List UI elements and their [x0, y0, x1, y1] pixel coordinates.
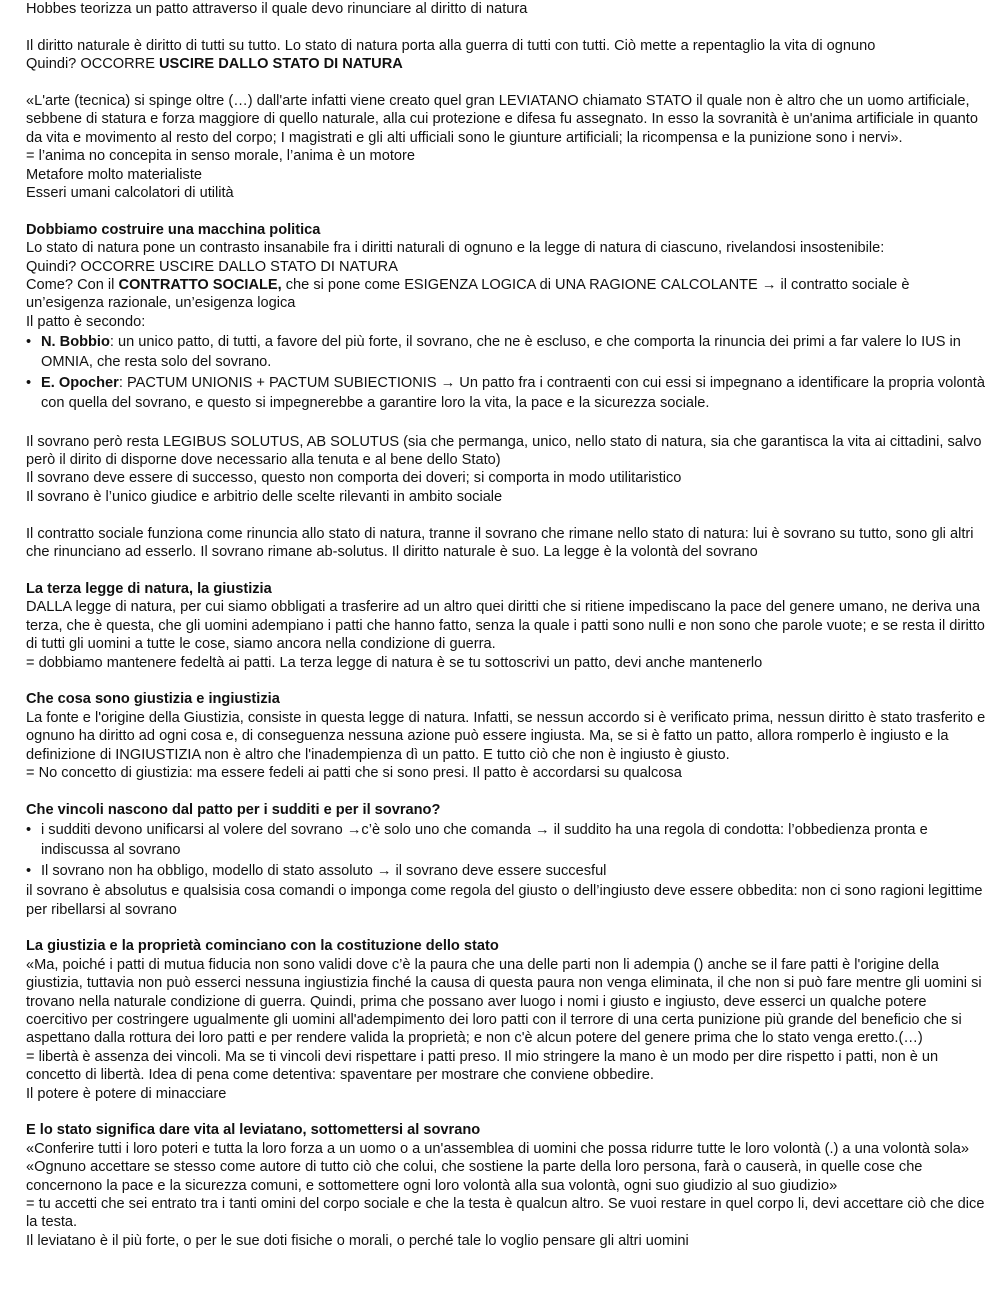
paragraph: Il potere è potere di minacciare	[26, 1085, 227, 1102]
bullet-author: E. Opocher	[41, 375, 119, 392]
paragraph: DALLA legge di natura, per cui siamo obbligati a trasferire ad un altro quei diritti che si ritiene impediscano la pace del genere umano, ne deriva una terza, che è questa, che gli uomini adempiano i patti che hanno fatto, senza la quale i patti sono nulli e non sono che parole vuote; e se resta il diritto di tutti gli uomini a tutte le cose, siamo ancora nella condizione di guerra.	[26, 599, 985, 653]
spacer	[26, 561, 986, 579]
intro-paragraph: Il diritto naturale è diritto di tutti su tutto. Lo stato di natura porta alla guerra di tutti con tutti. Ciò mette a repentaglio la vita di ognuno	[26, 37, 876, 54]
paragraph: Il sovrano però resta LEGIBUS SOLUTUS, AB SOLUTUS (sia che permanga, unico, nello stato di natura, sia che garantisca la vita ai cittadini, salvo però il dirito di disporne dove necessario alla tenuta e al bene dello Stato)	[26, 433, 982, 469]
bullet-text: : PACTUM UNIONIS + PACTUM SUBIECTIONIS → Un patto fra i contraenti con cui essi si impegnano a identificare la propria volontà con quella del sovrano, e questo si impegnerebbe a garantire loro la vita, la pace e la sicurezza sociale.	[41, 375, 985, 412]
paragraph: Il leviatano è il più forte, o per le sue doti fisiche o morali, o perché tale lo voglio pensare gli altri uomini	[26, 1232, 689, 1249]
bullet-item	[26, 820, 986, 860]
leviatano-note: Metafore molto materialiste	[26, 166, 203, 183]
quote-paragraph: «Conferire tutti i loro poteri e tutta la loro forza a un uomo o a un'assemblea di uomini che possa ridurre tutte le loro volontà (.) a una volontà sola» «Ognuno accettare se stesso come autore di tutto ciò che colui, che sostiene la parte della loro persona, farà o causerà, in quelle cose che concernono la pace e la sicurezza comuni, e sottomettere ogni loro volontà alla sua volontà, ogni suo giudizio al suo giudizio»	[26, 1140, 969, 1194]
intro-conclusion	[26, 55, 986, 73]
bullet-icon: •	[26, 334, 32, 351]
spacer	[26, 74, 986, 92]
spacer	[26, 1103, 986, 1121]
spacer	[26, 414, 986, 432]
section-heading: Che vincoli nascono dal patto per i sudditi e per il sovrano?	[26, 801, 441, 818]
paragraph: = dobbiamo mantenere fedeltà ai patti. La terza legge di natura è se tu sottoscrivi un patto, devi anche mantenerlo	[26, 654, 763, 671]
bullet-item	[26, 861, 986, 881]
paragraph: = libertà è assenza dei vincoli. Ma se ti vincoli devi rispettare i patti preso. Il mio stringere la mano è un modo per dire rispetto i patti, non è un concetto di libertà. Idea di pena come detentiva: spaventare per mostrare che conviene obbedire.	[26, 1048, 939, 1084]
leviatano-note: = l’anima no concepita in senso morale, l’anima è un motore	[26, 148, 415, 165]
bullet-item	[26, 332, 986, 372]
spacer	[26, 782, 986, 800]
bullet-text: i sudditi devono unificarsi al volere del sovrano →c’è solo uno che comanda → il suddito ha una regola di condotta: l’obbedienza pronta e indiscussa al sovrano	[41, 822, 928, 859]
paragraph: = tu accetti che sei entrato tra i tanti omini del corpo sociale e che la testa è qualcun altro. Se vuoi restare in quel corpo li, devi accettare ciò che dice la testa.	[26, 1196, 985, 1231]
section-heading: La terza legge di natura, la giustizia	[26, 580, 272, 597]
intro-conclusion-bold: USCIRE DALLO STATO DI NATURA	[159, 56, 403, 73]
section-heading: E lo stato significa dare vita al leviatano, sottomettersi al sovrano	[26, 1122, 481, 1139]
bullet-author: N. Bobbio	[41, 334, 110, 351]
spacer	[26, 202, 986, 220]
spacer	[26, 506, 986, 524]
paragraph: Quindi? OCCORRE USCIRE DALLO STATO DI NATURA	[26, 258, 398, 275]
paragraph: La fonte e l'origine della Giustizia, consiste in questa legge di natura. Infatti, se nessun accordo si è verificato prima, nessun diritto è stato trasferito e ognuno ha diritto ad ogni cosa e, di conseguenza nessuna azione può essere ingiusta. Ma, se si è fatto un patto, allora romperlo è ingiusto e la definizione di INGIUSTIZIA non è altro che l'inadempienza dì un patto. E tutto ciò che non è ingiusto è giusto.	[26, 709, 986, 763]
quote-paragraph: «Ma, poiché i patti di mutua fiducia non sono validi dove c’è la paura che una delle parti non li adempia () anche se il fare patti è l'origine della giustizia, tuttavia non può esserci nessuna ingiustizia finché la causa di questa paura non venga eliminata, il che non si può fare mentre gli uomini si trovano nella naturale condizione di guerra. Quindi, prima che possano aver luogo i nomi i giusto e ingiusto, deve esserci un qualche potere coercitivo per costringere ugualmente gli uomini all'adempimento dei loro patti con il terrore di una certa punizione più grande del beneficio che si aspettano dalla rottura dei loro patti e per rendere valida la proprietà; e non c'è alcun potere del genere prima che lo stato venga eretto.(…)	[26, 956, 982, 1047]
paragraph-text: Come? Con il	[26, 277, 119, 294]
leviatano-note: Esseri umani calcolatori di utilità	[26, 185, 234, 202]
spacer	[26, 919, 986, 937]
paragraph: il sovrano è absolutus e qualsisia cosa comandi o imponga come regola del giusto o dell’ingiusto deve essere obbedita: non ci sono ragioni legittime per ribellarsi al sovrano	[26, 883, 983, 918]
intro-conclusion-text: Quindi? OCCORRE	[26, 56, 160, 73]
paragraph: = No concetto di giustizia: ma essere fedeli ai patti che si sono presi. Il patto è accordarsi su qualcosa	[26, 764, 682, 781]
section-heading: La giustizia e la proprietà cominciano con la costituzione dello stato	[26, 938, 499, 955]
bullet-icon: •	[26, 375, 32, 392]
section-heading: Dobbiamo costruire una macchina politica	[26, 221, 321, 238]
paragraph	[26, 276, 986, 313]
spacer	[26, 18, 986, 36]
bullet-icon: •	[26, 822, 32, 839]
paragraph: Il patto è secondo:	[26, 313, 146, 330]
section-heading: Che cosa sono giustizia e ingiustizia	[26, 691, 280, 708]
bullet-text: Il sovrano non ha obbligo, modello di stato assoluto → il sovrano deve essere succesful	[41, 863, 607, 880]
intro-line: Hobbes teorizza un patto attraverso il quale devo rinunciare al diritto di natura	[26, 1, 528, 17]
spacer	[26, 672, 986, 690]
bullet-item	[26, 373, 986, 413]
bullet-text: : un unico patto, di tutti, a favore del più forte, il sovrano, che ne è escluso, e che comporta la rinuncia dei primi a far valere lo IUS in OMNIA, che resta solo del sovrano.	[41, 334, 961, 371]
paragraph: Lo stato di natura pone un contrasto insanabile fra i diritti naturali di ognuno e la legge di natura di ciascuno, rivelandosi insostenibile:	[26, 240, 885, 257]
paragraph: Il contratto sociale funziona come rinuncia allo stato di natura, tranne il sovrano che rimane nello stato di natura: lui è sovrano su tutto, sono gli altri che rinunciano ad esserlo. Il sovrano rimane ab-solutus. Il diritto naturale è suo. La legge è la volontà del sovrano	[26, 525, 974, 561]
paragraph-text: che si pone come ESIGENZA LOGICA di UNA RAGIONE CALCOLANTE → il contratto sociale è un’esigenza razionale, un’esigenza logica	[26, 277, 910, 312]
paragraph: Il sovrano è l’unico giudice e arbitrio delle scelte rilevanti in ambito sociale	[26, 488, 503, 505]
leviatano-quote: «L'arte (tecnica) si spinge oltre (…) dall'arte infatti viene creato quel gran LEVIATANO chiamato STATO il quale non è altro che un uomo artificiale, sebbene di statura e forza maggiore di quello naturale, alla cui protezione e difesa fu assegnato. In esso la sovranità è un'anima artificiale in quanto da vita e movimento al resto del corpo; I magistrati e gli alti ufficiali sono le giunture artificiali; la ricompensa e la punizione sono i nervi».	[26, 93, 978, 146]
contratto-sociale-bold: CONTRATTO SOCIALE,	[118, 277, 282, 294]
bullet-icon: •	[26, 863, 32, 880]
paragraph: Il sovrano deve essere di successo, questo non comporta dei doveri; si comporta in modo utilitaristico	[26, 470, 682, 487]
